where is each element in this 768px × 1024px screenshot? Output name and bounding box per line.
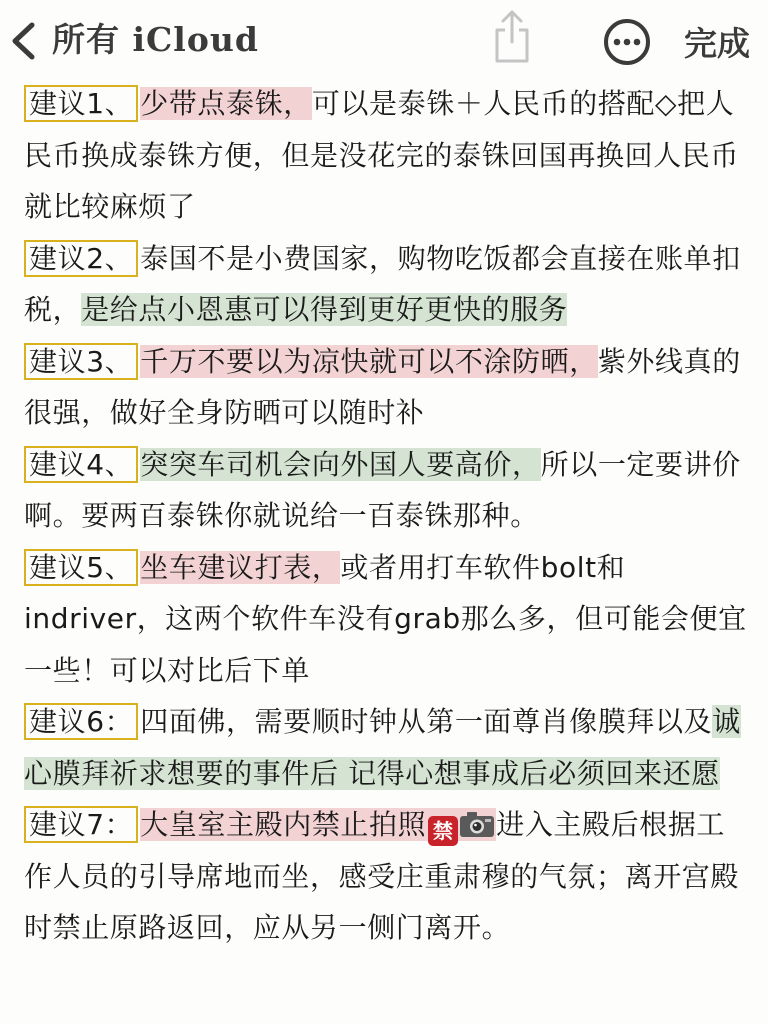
tip-tag: 建议7： (24, 806, 138, 843)
tip-text: 紫外线真的很强，做好全身防晒可以随时补 (24, 344, 741, 429)
highlight-text: 坐车建议打表， (140, 550, 341, 584)
highlight-text (140, 808, 496, 841)
done-button[interactable]: 完成 (684, 24, 750, 63)
tip-text: 进入主殿后根据工作人员的引导席地而坐，感受庄重肃穆的气氛；离开宫殿时禁止原路返回，应从另一侧门离开。 (24, 808, 740, 944)
chevron-left-icon[interactable] (8, 22, 38, 60)
navigation-bar (0, 0, 768, 80)
camera-icon (458, 809, 496, 839)
highlight-text: 诚心膜拜祈求想要的事件后 记得心想事成后必须回来还愿 (24, 705, 741, 790)
tip-5 (24, 542, 748, 697)
tip-3 (24, 336, 748, 439)
tip-tag: 建议1、 (24, 85, 138, 122)
highlight-text: 少带点泰铢， (140, 87, 312, 120)
tip-text: 泰国不是小费国家，购物吃饭都会直接在账单扣税， (24, 241, 741, 326)
highlight-label: 大皇室主殿内禁止拍照 (140, 808, 427, 841)
tip-2 (24, 233, 748, 336)
tip-text: 四面佛，需要顺时钟从第一面尊肖像膜拜以及 (140, 705, 713, 738)
tip-text: 或者用打车软件bolt和indriver，这两个软件车没有grab那么多，但可能会便宜一些！可以对比后下单 (24, 550, 747, 687)
highlight-text: 千万不要以为凉快就可以不涂防晒， (140, 344, 598, 378)
tip-1 (24, 78, 748, 233)
share-icon[interactable] (492, 8, 532, 64)
tip-tag: 建议2、 (24, 240, 138, 277)
back-button-label[interactable]: 所有 iCloud (52, 20, 259, 59)
tip-tag: 建议4、 (24, 446, 138, 483)
tip-text: 所以一定要讲价啊。要两百泰铢你就说给一百泰铢那种。 (24, 447, 741, 532)
tip-tag: 建议5、 (24, 549, 138, 586)
tip-7 (24, 799, 748, 954)
tip-tag: 建议6： (24, 703, 138, 740)
ellipsis-circle-icon[interactable] (603, 18, 651, 66)
highlight-text: 是给点小恩惠可以得到更好更快的服务 (81, 293, 568, 326)
highlight-text: 突突车司机会向外国人要高价， (140, 447, 541, 481)
tip-6 (24, 696, 748, 799)
no-entry-emoji-icon: 禁 (428, 816, 458, 846)
tip-4 (24, 439, 748, 542)
tip-tag: 建议3、 (24, 343, 138, 380)
tip-text: 可以是泰铢＋人民币的搭配◇把人民币换成泰铢方便，但是没花完的泰铢回国再换回人民币就比较麻烦了 (24, 87, 740, 223)
note-body[interactable] (24, 78, 748, 954)
